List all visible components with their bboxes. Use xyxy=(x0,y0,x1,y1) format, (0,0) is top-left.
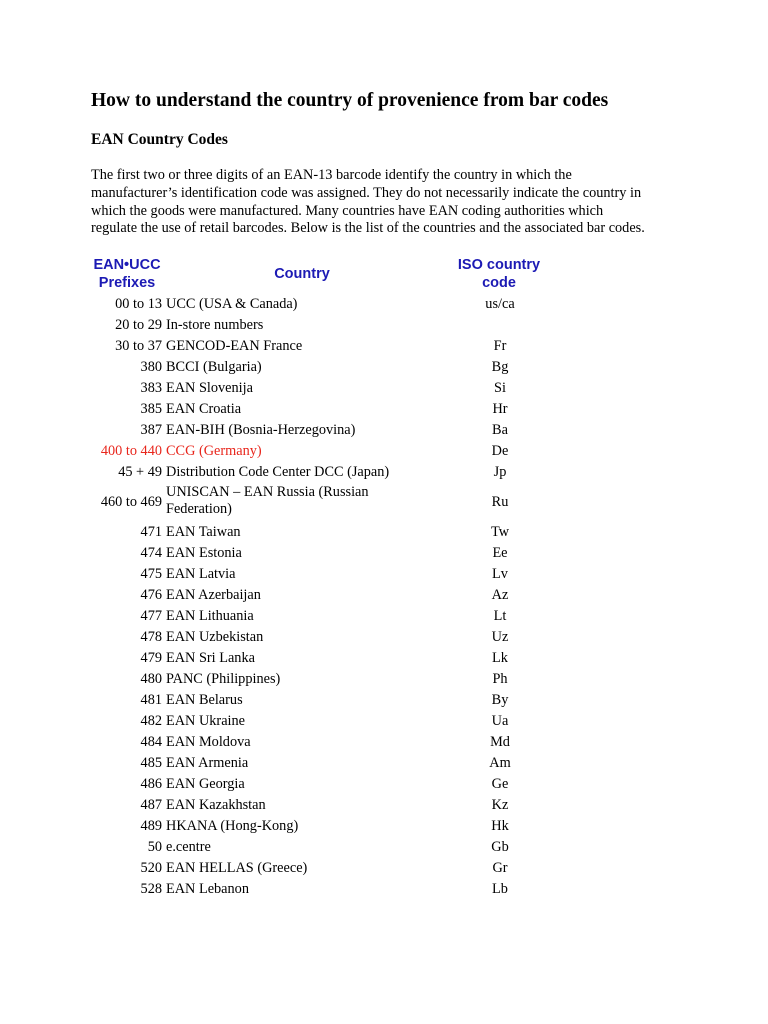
iso-code-cell: Md xyxy=(490,734,510,750)
table-row xyxy=(0,669,768,690)
table-row xyxy=(0,441,768,462)
prefix-cell: 485 xyxy=(140,755,162,771)
prefix-cell: 477 xyxy=(140,608,162,624)
iso-code-cell: Lv xyxy=(492,566,508,582)
table-row xyxy=(0,711,768,732)
country-cell: In-store numbers xyxy=(166,317,264,333)
iso-code-cell: Fr xyxy=(493,338,507,354)
prefix-cell: 400 to 440 xyxy=(100,443,162,459)
prefix-cell: 489 xyxy=(140,818,162,834)
page-title: How to understand the country of provenience from bar codes xyxy=(91,90,609,111)
country-code-table xyxy=(0,294,768,900)
table-row xyxy=(0,378,768,399)
prefix-cell: 50 xyxy=(147,839,162,855)
country-cell: HKANA (Hong-Kong) xyxy=(166,818,299,834)
country-cell: GENCOD-EAN France xyxy=(166,338,303,354)
country-cell: BCCI (Bulgaria) xyxy=(166,359,262,375)
prefix-cell: 486 xyxy=(140,776,162,792)
country-cell: EAN Taiwan xyxy=(166,524,241,540)
table-row xyxy=(0,858,768,879)
column-header-iso xyxy=(443,256,555,292)
prefix-cell: 385 xyxy=(140,401,162,417)
iso-code-cell: Ee xyxy=(492,545,508,561)
iso-code-cell: Az xyxy=(491,587,509,603)
intro-line: The first two or three digits of an EAN-13 barcode identify the country in which the xyxy=(91,167,572,183)
prefix-cell: 484 xyxy=(140,734,162,750)
country-cell: EAN Moldova xyxy=(166,734,251,750)
iso-code-cell: Lk xyxy=(492,650,508,666)
iso-code-cell: Gb xyxy=(491,839,509,855)
column-header-prefixes xyxy=(84,256,170,292)
country-cell: EAN Georgia xyxy=(166,776,245,792)
country-cell: EAN Slovenija xyxy=(166,380,253,396)
prefix-cell: 30 to 37 xyxy=(115,338,162,354)
column-header-country xyxy=(240,265,364,283)
prefix-cell: 482 xyxy=(140,713,162,729)
column-header-prefixes-line2: Prefixes xyxy=(98,275,156,291)
iso-code-cell: Bg xyxy=(491,359,509,375)
iso-code-cell: Lb xyxy=(492,881,508,897)
country-cell: EAN Belarus xyxy=(166,692,243,708)
iso-code-cell: Ph xyxy=(492,671,508,687)
iso-code-cell: Hk xyxy=(491,818,509,834)
iso-code-cell: Gr xyxy=(492,860,508,876)
intro-line: which the goods were manufactured. Many countries have EAN coding authorities which xyxy=(91,202,604,219)
prefix-cell: 487 xyxy=(140,797,162,813)
country-cell: EAN Azerbaijan xyxy=(166,587,261,603)
prefix-cell: 476 xyxy=(140,587,162,603)
country-cell: EAN-BIH (Bosnia-Herzegovina) xyxy=(166,422,356,438)
prefix-cell: 20 to 29 xyxy=(115,317,162,333)
iso-code-cell: Uz xyxy=(491,629,509,645)
prefix-cell: 478 xyxy=(140,629,162,645)
iso-code-cell: Ge xyxy=(491,776,509,792)
table-row xyxy=(0,564,768,585)
table-row xyxy=(0,462,768,483)
prefix-cell: 380 xyxy=(140,359,162,375)
iso-code-cell: Tw xyxy=(490,524,510,540)
iso-code-cell: Jp xyxy=(493,464,507,480)
prefix-cell: 45 + 49 xyxy=(118,464,162,480)
iso-code-cell: Lt xyxy=(493,608,507,624)
intro-line: manufacturer’s identification code was assigned. They do not necessarily indicate the country in xyxy=(91,184,642,201)
table-row xyxy=(0,774,768,795)
table-row xyxy=(0,837,768,858)
iso-code-cell: Kz xyxy=(491,797,509,813)
table-row xyxy=(0,522,768,543)
section-heading: EAN Country Codes xyxy=(91,131,228,148)
iso-code-cell: By xyxy=(491,692,509,708)
table-row xyxy=(0,357,768,378)
country-cell: PANC (Philippines) xyxy=(166,671,281,687)
column-header-iso-line1: ISO country xyxy=(457,257,541,273)
prefix-cell: 00 to 13 xyxy=(115,296,162,312)
table-row xyxy=(0,399,768,420)
prefix-cell: 387 xyxy=(140,422,162,438)
country-cell: EAN Sri Lanka xyxy=(166,650,255,666)
prefix-cell: 528 xyxy=(140,881,162,897)
country-cell: UNISCAN – EAN Russia (Russian Federation) xyxy=(166,484,369,517)
prefix-cell: 460 to 469 xyxy=(100,494,162,510)
country-cell: EAN Armenia xyxy=(166,755,249,771)
intro-line: regulate the use of retail barcodes. Below is the list of the countries and the associated bar codes. xyxy=(91,220,645,237)
column-header-prefixes-line1: EAN•UCC xyxy=(93,257,161,273)
country-cell: UCC (USA & Canada) xyxy=(166,296,298,312)
table-row xyxy=(0,336,768,357)
iso-code-cell: Ua xyxy=(491,713,509,729)
table-row xyxy=(0,420,768,441)
table-row xyxy=(0,732,768,753)
country-cell: EAN Kazakhstan xyxy=(166,797,266,813)
table-row xyxy=(0,585,768,606)
prefix-cell: 475 xyxy=(140,566,162,582)
table-row xyxy=(0,483,768,522)
country-cell: EAN Lithuania xyxy=(166,608,254,624)
country-cell: EAN HELLAS (Greece) xyxy=(166,860,308,876)
prefix-cell: 474 xyxy=(140,545,162,561)
country-cell: EAN Lebanon xyxy=(166,881,249,897)
iso-code-cell: Am xyxy=(489,755,511,771)
table-row xyxy=(0,795,768,816)
table-row xyxy=(0,648,768,669)
country-cell: EAN Latvia xyxy=(166,566,236,582)
prefix-cell: 383 xyxy=(140,380,162,396)
table-row xyxy=(0,606,768,627)
country-cell: e.centre xyxy=(166,839,211,855)
prefix-cell: 480 xyxy=(140,671,162,687)
table-row xyxy=(0,627,768,648)
country-cell: EAN Uzbekistan xyxy=(166,629,264,645)
table-row xyxy=(0,690,768,711)
iso-code-cell: Ru xyxy=(491,494,509,510)
iso-code-cell: De xyxy=(491,443,509,459)
table-row xyxy=(0,879,768,900)
prefix-cell: 481 xyxy=(140,692,162,708)
country-cell: EAN Estonia xyxy=(166,545,242,561)
table-row xyxy=(0,816,768,837)
country-cell: Distribution Code Center DCC (Japan) xyxy=(166,464,390,480)
iso-code-cell: us/ca xyxy=(485,296,515,312)
table-row xyxy=(0,294,768,315)
country-cell: EAN Ukraine xyxy=(166,713,246,729)
table-row xyxy=(0,543,768,564)
iso-code-cell: Si xyxy=(494,380,506,396)
iso-code-cell: Hr xyxy=(492,401,508,417)
intro-paragraph xyxy=(91,167,691,238)
table-row xyxy=(0,753,768,774)
country-cell: CCG (Germany) xyxy=(166,443,262,459)
iso-code-cell: Ba xyxy=(492,422,508,438)
column-header-country-label: Country xyxy=(274,266,330,282)
country-cell: EAN Croatia xyxy=(166,401,242,417)
prefix-cell: 471 xyxy=(140,524,162,540)
prefix-cell: 479 xyxy=(140,650,162,666)
table-row xyxy=(0,315,768,336)
column-header-iso-line2: code xyxy=(482,275,516,291)
prefix-cell: 520 xyxy=(140,860,162,876)
